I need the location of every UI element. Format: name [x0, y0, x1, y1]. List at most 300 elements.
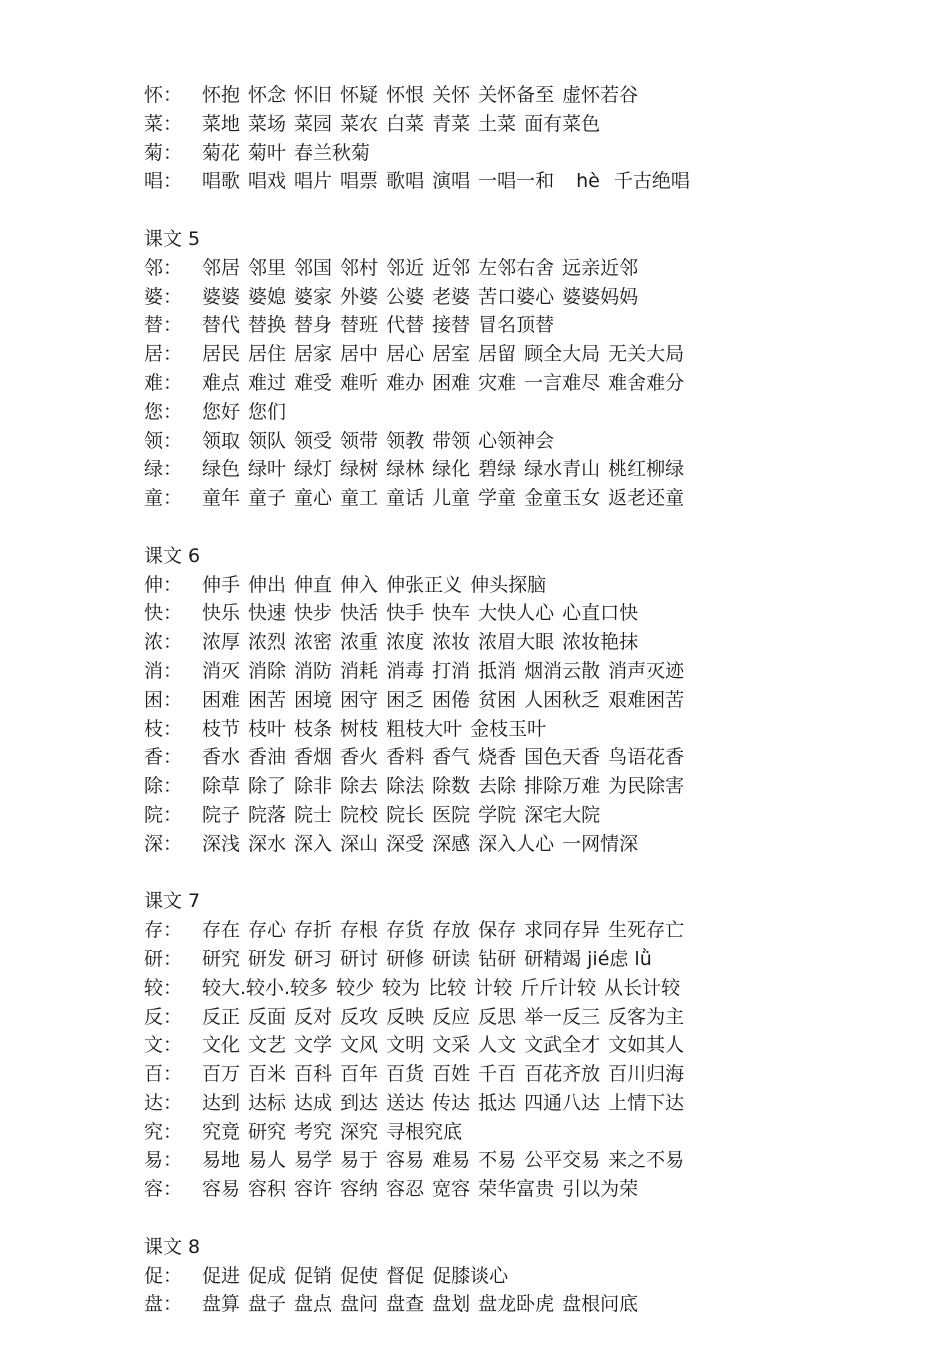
vocab-word: 菊花: [202, 141, 241, 164]
vocab-word: 深入人心: [478, 832, 555, 855]
vocab-word: 浓密: [294, 631, 333, 654]
vocab-word: 消防: [294, 659, 333, 682]
vocab-word: 关怀备至: [478, 84, 555, 106]
vocab-word: 深究: [340, 1120, 379, 1143]
vocab-word: 传达: [432, 1091, 471, 1114]
vocab-word: 浓重: [340, 631, 379, 654]
vocab-word: 消耗: [340, 659, 379, 682]
vocab-row: [144, 167, 924, 196]
vocab-word: 容积: [248, 1178, 287, 1201]
vocab-row: [144, 830, 924, 859]
vocab-row: [144, 1290, 924, 1319]
vocab-character: 枝：: [144, 717, 183, 740]
vocab-character: 盘：: [144, 1293, 183, 1316]
vocab-word: 较少: [336, 976, 375, 999]
vocab-character: 易：: [144, 1149, 183, 1172]
vocab-word: 一网情深: [562, 832, 639, 855]
vocab-word: 学童: [478, 487, 517, 510]
vocab-word: 反面: [248, 1005, 287, 1028]
vocab-words: [202, 801, 608, 830]
vocab-word: 歌唱: [386, 170, 425, 193]
vocab-word: 领带: [340, 429, 379, 452]
vocab-word: 快步: [294, 602, 333, 625]
vocab-word: 绿叶: [248, 458, 287, 481]
vocab-word: 院士: [294, 803, 333, 826]
vocab-word: 菊叶: [248, 141, 287, 164]
vocab-word: 送达: [386, 1091, 425, 1114]
vocab-word: 苦口婆心: [478, 285, 555, 308]
vocab-word: 桃红柳绿: [608, 458, 685, 481]
vocab-word: 抵消: [478, 659, 517, 682]
lesson-section: [144, 542, 924, 859]
vocab-word: 伸直: [294, 573, 333, 596]
vocab-words: [202, 772, 692, 801]
vocab-word: 烧香: [478, 746, 517, 769]
vocab-word: 困乏: [386, 688, 425, 711]
vocab-word: 唱戏: [248, 170, 287, 193]
vocab-word: 斤斤计较: [520, 976, 597, 999]
vocab-row: [144, 571, 924, 600]
vocab-character: 婆：: [144, 285, 183, 308]
vocab-word: 百米: [248, 1063, 287, 1086]
vocab-word: 快车: [432, 602, 471, 625]
vocab-word: 难听: [340, 371, 379, 394]
vocab-word: 绿水青山: [524, 458, 601, 481]
vocab-word: 居民: [202, 343, 241, 366]
vocab-words: [202, 283, 646, 312]
vocab-word: 促使: [340, 1264, 379, 1287]
vocab-word: 近邻: [432, 256, 471, 279]
vocab-word: 求同存异: [524, 919, 601, 942]
vocab-word: 领受: [294, 429, 333, 452]
vocab-character: 促：: [144, 1264, 183, 1287]
vocab-word: 深浅: [202, 832, 241, 855]
vocab-word: 保存: [478, 919, 517, 942]
vocab-word: 文化: [202, 1034, 241, 1057]
vocab-words: [202, 1290, 646, 1319]
vocab-character: 伸：: [144, 573, 183, 596]
vocab-word: 婆婆妈妈: [562, 285, 639, 308]
vocab-character: 文：: [144, 1034, 183, 1057]
vocab-word: 童工: [340, 487, 379, 510]
vocab-words: [202, 139, 378, 168]
vocab-word: 鸟语花香: [608, 746, 685, 769]
vocab-words: [202, 916, 692, 945]
vocab-word: 研习: [294, 947, 333, 970]
vocab-word: 绿树: [340, 458, 379, 481]
vocab-word: 婆家: [294, 285, 333, 308]
vocab-word: 白菜: [386, 112, 425, 135]
vocab-character: 您：: [144, 400, 183, 423]
vocab-word: 菜农: [340, 112, 379, 135]
vocab-word: 易人: [248, 1149, 287, 1172]
vocab-word: 计较: [474, 976, 513, 999]
vocab-character: 反：: [144, 1005, 183, 1028]
vocab-words: [202, 455, 692, 484]
vocab-word: 菜园: [294, 112, 333, 135]
vocab-character: 菊：: [144, 141, 183, 164]
vocab-word: 深感: [432, 832, 471, 855]
vocab-character: 唱：: [144, 170, 183, 193]
vocab-word: 研读: [432, 947, 471, 970]
vocab-word: 带领: [432, 429, 471, 452]
vocab-word: 上情下达: [608, 1091, 685, 1114]
vocab-word: 童年: [202, 487, 241, 510]
vocab-character: 菜：: [144, 112, 183, 135]
vocab-word: 青菜: [432, 112, 471, 135]
vocab-row: [144, 398, 924, 427]
vocab-word: 童话: [386, 487, 425, 510]
vocab-word: 返老还童: [608, 487, 685, 510]
vocab-word: 浓烈: [248, 631, 287, 654]
vocab-words: [202, 974, 688, 1003]
vocab-row: [144, 1031, 924, 1060]
vocab-words: [202, 167, 698, 196]
vocab-character: 怀：: [144, 84, 183, 106]
vocab-word: 远亲近邻: [562, 256, 639, 279]
vocab-word: 绿化: [432, 458, 471, 481]
vocab-character: 快：: [144, 602, 183, 625]
vocab-word: 怀抱: [202, 84, 241, 106]
vocab-word: 为民除害: [608, 775, 685, 798]
vocab-word: 难舍难分: [608, 371, 685, 394]
vocab-word: 盘龙卧虎: [478, 1293, 555, 1316]
vocab-words: [202, 1175, 646, 1204]
vocab-word: 粗枝大叶: [386, 717, 463, 740]
vocab-character: 容：: [144, 1178, 183, 1201]
vocab-word: 心领神会: [478, 429, 555, 452]
vocab-word: 容易: [202, 1178, 241, 1201]
vocab-word: 金童玉女: [524, 487, 601, 510]
vocab-word: 存放: [432, 919, 471, 942]
vocab-words: [202, 311, 562, 340]
vocab-word: 无关大局: [608, 343, 685, 366]
vocab-word: 除法: [386, 775, 425, 798]
vocab-word: 四通八达: [524, 1091, 601, 1114]
vocab-word: 学院: [478, 803, 517, 826]
vocab-row: [144, 1262, 924, 1291]
vocab-word: 盘问: [340, 1293, 379, 1316]
vocabulary-list: [144, 81, 924, 1348]
vocab-word: 香烟: [294, 746, 333, 769]
pinyin-annotation: hè: [576, 170, 600, 193]
vocab-word: 居心: [386, 343, 425, 366]
vocab-word: 荣华富贵: [478, 1178, 555, 1201]
vocab-word: 促进: [202, 1264, 241, 1287]
vocab-word: 树枝: [340, 717, 379, 740]
vocab-word: 研发: [248, 947, 287, 970]
vocab-word: 达标: [248, 1091, 287, 1114]
vocab-word: 唱歌: [202, 170, 241, 193]
vocab-word: 文采: [432, 1034, 471, 1057]
vocab-row: [144, 81, 924, 110]
vocab-word: 接替: [432, 314, 471, 337]
vocab-row: [144, 945, 924, 974]
vocab-word: 怀恨: [386, 84, 425, 106]
vocab-word: 不易: [478, 1149, 517, 1172]
vocab-word: 文风: [340, 1034, 379, 1057]
vocab-word: 冒名顶替: [478, 314, 555, 337]
vocab-word: 浓妆艳抹: [562, 631, 639, 654]
vocab-word: 除数: [432, 775, 471, 798]
vocab-word: 替身: [294, 314, 333, 337]
vocab-character: 难：: [144, 371, 183, 394]
vocab-character: 究：: [144, 1120, 183, 1143]
vocab-word: 寻根究底: [386, 1120, 463, 1143]
vocab-word: 举一反三: [524, 1005, 601, 1028]
lesson-section: [144, 81, 924, 196]
vocab-words: [202, 657, 692, 686]
vocab-row: [144, 916, 924, 945]
vocab-word: 促销: [294, 1264, 333, 1287]
vocab-word: 去除: [478, 775, 517, 798]
vocab-words: [202, 110, 608, 139]
vocab-word: 院校: [340, 803, 379, 826]
lesson-heading: 课文 5: [144, 227, 201, 250]
vocab-word: 容易: [386, 1149, 425, 1172]
vocab-word: 排除万难: [524, 775, 601, 798]
vocab-word: 居室: [432, 343, 471, 366]
vocab-word: 容纳: [340, 1178, 379, 1201]
vocab-word: 替换: [248, 314, 287, 337]
vocab-word: 贫困: [478, 688, 517, 711]
vocab-words: [202, 1089, 692, 1118]
vocab-word: 来之不易: [608, 1149, 685, 1172]
vocab-word: 居留: [478, 343, 517, 366]
vocab-word: 除了: [248, 775, 287, 798]
vocab-row: [144, 772, 924, 801]
vocab-word: 反应: [432, 1005, 471, 1028]
vocab-word: 土菜: [478, 112, 517, 135]
vocab-character: 较：: [144, 976, 183, 999]
vocab-row: [144, 715, 924, 744]
vocab-word: 文学: [294, 1034, 333, 1057]
vocab-word: 困难: [432, 371, 471, 394]
vocab-character: 除：: [144, 775, 183, 798]
vocab-word: 反攻: [340, 1005, 379, 1028]
vocab-character: 百：: [144, 1063, 183, 1086]
vocab-row: [144, 110, 924, 139]
vocab-word: 领队: [248, 429, 287, 452]
vocab-row: [144, 628, 924, 657]
vocab-word: 春兰秋菊: [294, 141, 371, 164]
vocab-row: [144, 484, 924, 513]
vocab-word: 邻近: [386, 256, 425, 279]
vocab-character: 替：: [144, 314, 183, 337]
vocab-word: 易地: [202, 1149, 241, 1172]
vocab-word: 浓妆: [432, 631, 471, 654]
vocab-row: [144, 1003, 924, 1032]
vocab-word: 研精竭 jié虑 lǜ: [524, 947, 652, 970]
vocab-words: [202, 571, 554, 600]
vocab-word: 盘子: [248, 1293, 287, 1316]
vocab-word: 易于: [340, 1149, 379, 1172]
vocab-character: 居：: [144, 343, 183, 366]
lesson-section: [144, 225, 924, 513]
vocab-word: 生死存亡: [608, 919, 685, 942]
vocab-character: 绿：: [144, 458, 183, 481]
vocab-word: 一言难尽: [524, 371, 601, 394]
vocab-word: 人困秋乏: [524, 688, 601, 711]
vocab-word: 百姓: [432, 1063, 471, 1086]
vocab-word: 领取: [202, 429, 241, 452]
vocab-word: 邻村: [340, 256, 379, 279]
vocab-word: 容忍: [386, 1178, 425, 1201]
vocab-word: 婆媳: [248, 285, 287, 308]
vocab-word: 存心: [248, 919, 287, 942]
vocab-word: 深宅大院: [524, 803, 601, 826]
vocab-word: 易学: [294, 1149, 333, 1172]
vocab-word: 替班: [340, 314, 379, 337]
vocab-word: 儿童: [432, 487, 471, 510]
vocab-word: 关怀: [432, 84, 471, 106]
vocab-word: 存在: [202, 919, 241, 942]
vocab-words: [202, 715, 554, 744]
vocab-word: 快手: [386, 602, 425, 625]
vocab-character: 童：: [144, 487, 183, 510]
vocab-word: 深山: [340, 832, 379, 855]
vocab-word: 难受: [294, 371, 333, 394]
vocab-word: 怀念: [248, 84, 287, 106]
vocab-row: [144, 1175, 924, 1204]
vocab-words: [202, 743, 692, 772]
vocab-word: 伸手: [202, 573, 241, 596]
vocab-words: [202, 427, 562, 456]
vocab-character: 深：: [144, 832, 183, 855]
vocab-word: 演唱: [432, 170, 471, 193]
vocab-row: [144, 1060, 924, 1089]
vocab-word: 究竟: [202, 1120, 241, 1143]
vocab-word: 文武全才: [524, 1034, 601, 1057]
vocab-word: 唱票: [340, 170, 379, 193]
vocab-row: [144, 686, 924, 715]
vocab-word: 灾难: [478, 371, 517, 394]
vocab-row: [144, 283, 924, 312]
vocab-character: 困：: [144, 688, 183, 711]
vocab-word: 伸入: [340, 573, 379, 596]
vocab-word: 大快人心: [478, 602, 555, 625]
vocab-word: 难点: [202, 371, 241, 394]
vocab-word: 存根: [340, 919, 379, 942]
vocab-word: 千百: [478, 1063, 517, 1086]
vocab-word: 除非: [294, 775, 333, 798]
vocab-row: [144, 139, 924, 168]
vocab-words: [202, 398, 294, 427]
vocab-word: 难易: [432, 1149, 471, 1172]
lesson-section: [144, 887, 924, 1204]
vocab-word: 盘算: [202, 1293, 241, 1316]
vocab-words: [202, 628, 646, 657]
vocab-word: 反映: [386, 1005, 425, 1028]
vocab-word: 院子: [202, 803, 241, 826]
vocab-word: 百万: [202, 1063, 241, 1086]
vocab-word: 绿色: [202, 458, 241, 481]
vocab-word: 难办: [386, 371, 425, 394]
vocab-word: 院落: [248, 803, 287, 826]
vocab-word: 快活: [340, 602, 379, 625]
vocab-word: 伸出: [248, 573, 287, 596]
vocab-word: 深受: [386, 832, 425, 855]
vocab-word: 浓厚: [202, 631, 241, 654]
vocab-words: [202, 81, 646, 110]
vocab-word: 面有菜色: [524, 112, 601, 135]
vocab-word: 外婆: [340, 285, 379, 308]
vocab-word: 反正: [202, 1005, 241, 1028]
vocab-word: 百年: [340, 1063, 379, 1086]
vocab-words: [202, 1060, 692, 1089]
vocab-words: [202, 945, 660, 974]
vocab-word: 烟消云散: [524, 659, 601, 682]
vocab-word: 达成: [294, 1091, 333, 1114]
vocab-character: 研：: [144, 947, 183, 970]
vocab-words: [202, 369, 692, 398]
vocab-word: 存折: [294, 919, 333, 942]
vocab-word: 消毒: [386, 659, 425, 682]
vocab-word: 反对: [294, 1005, 333, 1028]
vocab-word: 居家: [294, 343, 333, 366]
vocab-words: [202, 1031, 692, 1060]
vocab-word: 枝节: [202, 717, 241, 740]
vocab-word: 伸头探脑: [470, 573, 547, 596]
vocab-row: [144, 455, 924, 484]
vocab-word: 公婆: [386, 285, 425, 308]
vocab-word: 困倦: [432, 688, 471, 711]
vocab-character: 达：: [144, 1091, 183, 1114]
vocab-character: 消：: [144, 659, 183, 682]
vocab-word: 深入: [294, 832, 333, 855]
vocab-character: 香：: [144, 746, 183, 769]
vocab-row: [144, 427, 924, 456]
lesson-heading: 课文 7: [144, 890, 201, 913]
vocab-word: 促膝谈心: [432, 1264, 509, 1287]
vocab-character: 浓：: [144, 631, 183, 654]
vocab-word: 心直口快: [562, 602, 639, 625]
vocab-row: [144, 801, 924, 830]
vocab-word: 促成: [248, 1264, 287, 1287]
vocab-word: 盘点: [294, 1293, 333, 1316]
vocab-word: 困守: [340, 688, 379, 711]
vocab-word: 童心: [294, 487, 333, 510]
lesson-section: [144, 1233, 924, 1319]
vocab-row: [144, 1146, 924, 1175]
vocab-word: 绿灯: [294, 458, 333, 481]
vocab-word: 督促: [386, 1264, 425, 1287]
vocab-word: 文如其人: [608, 1034, 685, 1057]
vocab-word: 公平交易: [524, 1149, 601, 1172]
vocab-word: 怀旧: [294, 84, 333, 106]
vocab-character: 存：: [144, 919, 183, 942]
vocab-row: [144, 311, 924, 340]
vocab-word: 从长计较: [604, 976, 681, 999]
vocab-word: 邻居: [202, 256, 241, 279]
vocab-word: 人文: [478, 1034, 517, 1057]
vocab-word: 消除: [248, 659, 287, 682]
vocab-word: 绿林: [386, 458, 425, 481]
vocab-word: 浓眉大眼: [478, 631, 555, 654]
vocab-word: 宽容: [432, 1178, 471, 1201]
vocab-word: 反客为主: [608, 1005, 685, 1028]
vocab-word: 一唱一和: [478, 170, 555, 193]
vocab-row: [144, 657, 924, 686]
vocab-word: 国色天香: [524, 746, 601, 769]
vocab-word: 除去: [340, 775, 379, 798]
vocab-word: 唱片: [294, 170, 333, 193]
vocab-word: 快速: [248, 602, 287, 625]
vocab-word: 文明: [386, 1034, 425, 1057]
vocab-word: 研究: [248, 1120, 287, 1143]
vocab-word: 虚怀若谷: [562, 84, 639, 106]
vocab-character: 院：: [144, 803, 183, 826]
